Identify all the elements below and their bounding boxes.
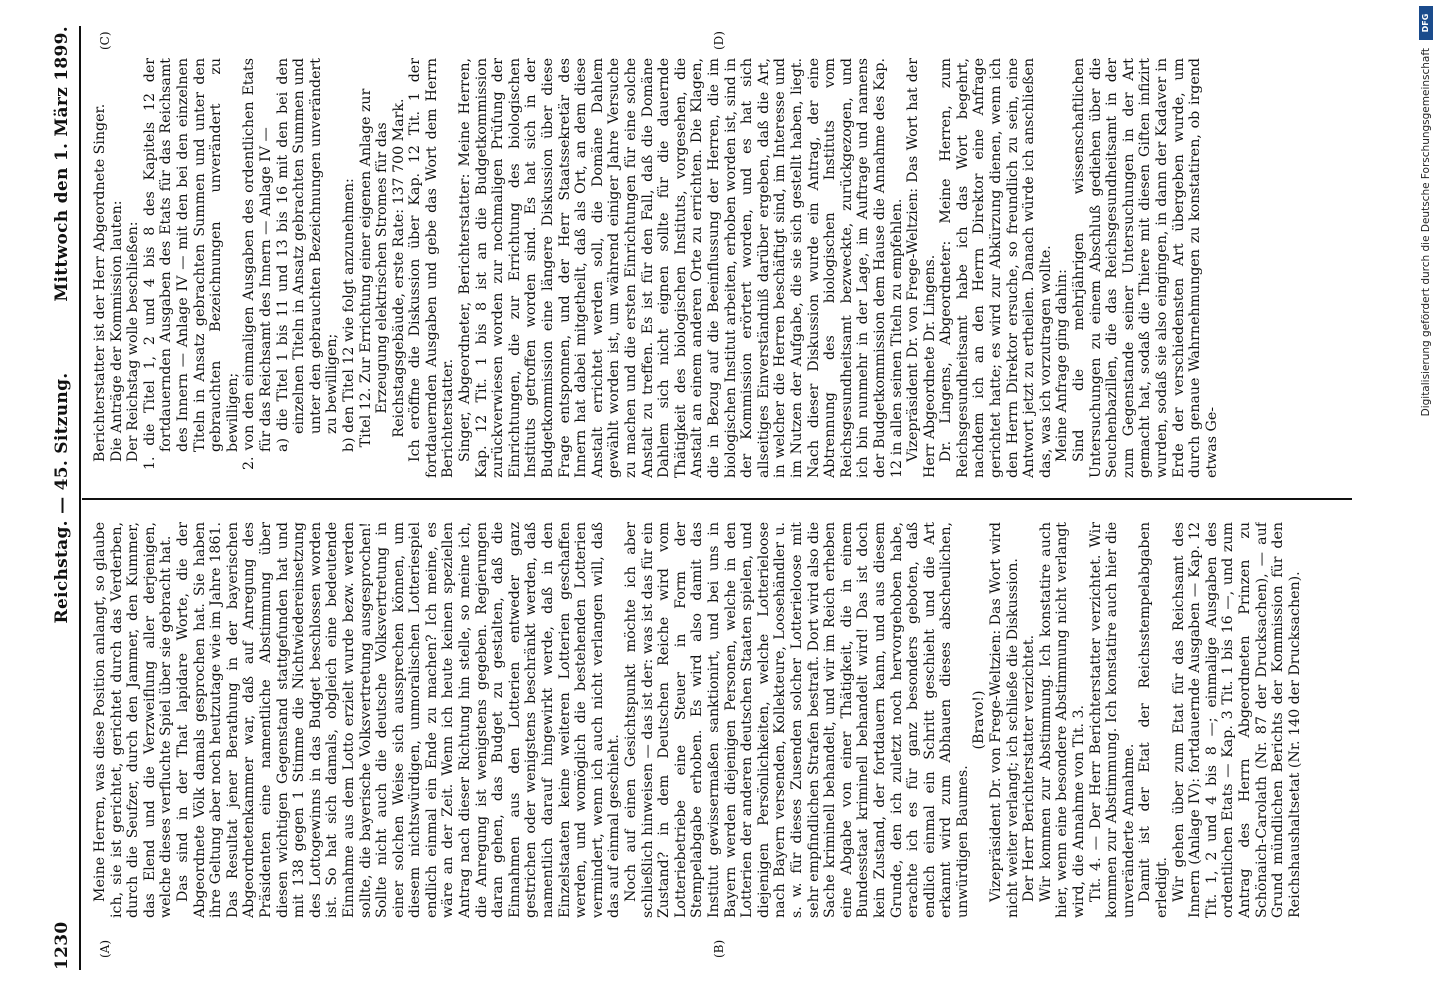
right-column-paragraph: Sind die mehrjährigen wissenschaftlichen Untersuchungen zu einem Abschluß gediehen über die Seuchenbazillen, die das Reichsgesundheitsamt in der zum Gegenstande seiner Untersuchungen in der Art gemacht hat, sodaß die Thiere mit diesen Giften infizirt wurden, sodaß sie also eingingen, in dann der Kadaver in Erde der verschiedensten Art übergeben wurde, um durch genaue Wahrnehmungen zu konstatiren, ob irgend etwas Ge- <box>1071 58 1220 478</box>
right-column-paragraph: Titel 12. Zur Errichtung einer eigenen Anlage zur Erzeugung elektrischen Stromes für das Reichstagsgebäude, erste Rate: 137 700 Mark. <box>357 88 407 448</box>
right-column-paragraph: Meine Anfrage ging dahin: <box>1054 269 1071 462</box>
dfg-logo-text: DFG <box>1421 13 1430 33</box>
left-column-paragraph: Meine Herren, was diese Position anlangt, so glaube ich, sie ist gerichtet, gerichtet durch das Verderben, durch die Seufzer, durch den Jammer, den Kummer, das Elend und die Verzweiflung aller derjenigen, welche dieses verfluchte Spiel über sie gebracht hat. <box>92 522 175 918</box>
left-column <box>92 522 1342 918</box>
right-column-paragraph: 1. die Titel 1, 2 und 4 bis 8 des Kapitels 12 der fortdauernden Ausgaben des Etats für das Reichsamt des Innern — Anlage IV — mit den bei den einzelnen Titeln in Ansatz gebrachten Summen und unter den gebrauchten Bezeichnungen unverändert zu bewilligen; <box>141 58 241 470</box>
page-header <box>52 26 74 970</box>
left-column-paragraph: Wir gehen über zum Etat für das Reichsamt des Innern (Anlage IV): fortdauernde Ausgaben — Kap. 12 Tit. 1, 2 und 4 bis 8 —; einmalige Ausgaben des ordentlichen Etats — Kap. 3 Tit. 1 bis 16 —, und zum Antrag des Herrn Abgeordneten Prinzen zu Schönaich-Carolath (Nr. 87 der Drucksachen), — auf Grund mündlichen Berichts der Kommission für den Reichshaushaltsetat (Nr. 140 der Drucksachen). <box>1170 522 1303 918</box>
margin-marker-b: (B) <box>712 939 726 958</box>
left-column-paragraph: Vizepräsident Dr. von Frege-Weltzien: Das Wort wird nicht weiter verlangt; ich schließe die Diskussion. <box>988 522 1021 918</box>
right-column-paragraph: Berichterstatter ist der Herr Abgeordnete Singer. <box>92 103 108 462</box>
page-number: 1230 <box>52 921 72 970</box>
left-column-paragraph: Tit. 4. — Der Herr Berichterstatter verzichtet. Wir kommen zur Abstimmung. Ich konstatire auch hier die unveränderte Annahme. <box>1087 522 1137 918</box>
session-title: Reichstag. — 45. Sitzung. <box>52 372 72 624</box>
margin-marker-d: (D) <box>712 31 726 50</box>
right-column-paragraph: Ich eröffne die Diskussion über Kap. 12 Tit. 1 der fortdauernden Ausgaben und gebe das Wort dem Herrn Berichterstatter. <box>407 58 457 478</box>
right-column-paragraph: 2. von den einmaligen Ausgaben des ordentlichen Etats für das Reichsamt des Innern — Anlage IV — <box>241 58 274 470</box>
right-column-paragraph: b) den Titel 12 wie folgt anzunehmen: <box>340 178 357 452</box>
left-column-paragraph: Damit ist der Etat der Reichsstempelabgaben erledigt. <box>1137 522 1170 918</box>
left-column-paragraph: Noch auf einen Gesichtspunkt möchte ich aber schließlich hinweisen — das ist der: was ist das für ein Zustand? in dem Deutschen Reiche wird vom Lotteriebetriebe eine Steuer in Form der Stempelabgabe erhoben. Es wird also damit das Institut gewissermaßen sanktionirt, und bei uns in Bayern werden diejenigen Personen, welche in den Lotterien der anderen deutschen Staaten spielen, und diejenigen Persönlichkeiten, welche Lotterieloose nach Bayern versenden, Kollekteure, Loosehändler u. s. w. für dieses Zusenden solcher Lotterieloose mit sehr empfindlichen Strafen bestraft. Dort wird also die Sache kriminell behandelt, und wir im Reich erheben eine Abgabe von einer Thätigkeit, die in einem Bundesstaat kriminell behandelt wird! Das ist doch kein Zustand, der fortdauern kann, und aus diesem Grunde, den ich zuletzt noch hervorgehoben habe, erachte ich es für ganz besonders geboten, daß endlich einmal ein Schritt geschieht und die Art erkannt wird zum Abhauen dieses abscheulichen, unwürdigen Baumes. <box>623 522 971 918</box>
session-date: Mittwoch den 1. März 1899. <box>52 26 72 302</box>
credit-strip <box>1418 8 1434 992</box>
right-column-paragraph: Die Anträge der Kommission lauten: <box>108 200 125 462</box>
right-column-paragraph: Singer, Abgeordneter, Berichterstatter: Meine Herren, Kap. 12 Tit. 1 bis 8 ist an die Budgetkommission zurückverwiesen worden zur nochmaligen Prüfung der Einrichtungen, die zur Errichtung des biologischen Instituts getroffen worden sind. Es hat sich in der Budgetkommission eine längere Diskussion über diese Frage entsponnen, und der Herr Staatssekretär des Innern hat dabei mitgetheilt, daß als Ort, an dem diese Anstalt errichtet werden soll, die Domäne Dahlem gewählt worden ist, um während einiger Jahre Versuche zu machen und die ersten Einrichtungen für eine solche Anstalt zu treffen. Es ist für den Fall, daß die Domäne Dahlem sich nicht eignen sollte für die dauernde Thätigkeit des biologischen Instituts, vorgesehen, die Anstalt an einem anderen Orte zu errichten. Die Klagen, die in Bezug auf die Beeinflussung der Herren, die im biologischen Institut arbeiten, erhoben worden ist, sind in der Kommission erörtert worden, und es hat sich allseitiges Einverständniß darüber ergeben, daß die Art, in welcher die Herren beschäftigt sind, im Interesse und im Nutzen der Aufgabe, die sie sich gestellt haben, liegt. Nach dieser Diskussion wurde ein Antrag, der eine Abtrennung des biologischen Instituts vom Reichsgesundheitsamt bezweckte, zurückgezogen, und ich bin nunmehr in der Lage, im Auftrage und namens der Budgetkommission dem Hause die Annahme des Kap. 12 in allen seinen Titeln zu empfehlen. <box>457 58 905 478</box>
margin-marker-c: (C) <box>98 31 112 50</box>
right-column-paragraph: Der Reichstag wolle beschließen: <box>125 221 142 462</box>
right-column-paragraph: a) die Titel 1 bis 11 und 13 bis 16 mit den bei den einzelnen Titeln in Ansatz gebrachten Summen und unter den gebrauchten Bezeichnungen unverändert zu bewilligen; <box>274 58 341 452</box>
left-column-paragraph: Der Herr Berichterstatter verzichtet. <box>1021 634 1038 902</box>
header-rule <box>79 26 81 970</box>
right-column-paragraph: Vizepräsident Dr. von Frege-Weltzien: Das Wort hat der Herr Abgeordnete Dr. Lingens. <box>905 58 938 478</box>
dfg-logo <box>1419 6 1433 40</box>
credit-line: Digitalisierung gefördert durch die Deutsche Forschungsgemeinschaft <box>1420 48 1432 417</box>
column-rule <box>82 498 1352 500</box>
right-column-paragraph: Dr. Lingens, Abgeordneter: Meine Herren, zum Reichsgesundheitsamt habe ich das Wort begehrt, nachdem ich an den Herrn Direktor eine Anfrage gerichtet hatte; es wird zur Abkürzung dienen, wenn ich den Herrn Direktor ersuche, so freundlich zu sein, eine Antwort jetzt zu ertheilen. Danach würde ich anschließen das, was ich vorzutragen wollte. <box>938 58 1054 478</box>
left-column-paragraph: Das sind in der That lapidare Worte, die der Abgeordnete Völk damals gesprochen hat. Sie haben ihre Geltung aber noch heutzutage wie im Jahre 1861. Das Resultat jener Berathung in der bayerischen Abgeordnetenkammer war, daß auf Anregung des Präsidenten eine namentliche Abstimmung über diesen wichtigen Gegenstand stattgefunden hat und mit 138 gegen 1 Stimme die Nichtwiedereinsetzung des Lottogewinns in das Budget beschlossen worden ist. So hat sich damals, obgleich eine bedeutende Einnahme aus dem Lotto erzielt wurde bezw. werden sollte, die bayerische Volksvertretung ausgesprochen! Sollte nicht auch die deutsche Volksvertretung in einer solchen Weise sich aussprechen können, um diesem nichtswürdigen, unmoralischen Lotteriespiel endlich einmal ein Ende zu machen? Ich meine, es wäre an der Zeit. Wenn ich heute keinen speziellen Antrag nach dieser Richtung hin stelle, so meine ich, die Anregung ist wenigstens gegeben. Regierungen daran gehen, das Budget zu gestalten, daß die Einnahmen aus den Lotterien entweder ganz gestrichen oder wenigstens beschränkt werden, daß namentlich darauf hingewirkt werde, daß in den Einzelstaaten keine weiteren Lotterien geschaffen werden, und womöglich die bestehenden Lotterien vermindert, wenn ich auch nicht verlangen will, daß das auf einmal geschieht. <box>174 522 623 918</box>
left-column-paragraph: Wir kommen zur Abstimmung. Ich konstatire auch hier, wenn eine besondere Abstimmung nicht verlangt wird, die Annahme von Tit. 3. <box>1037 522 1088 918</box>
right-column <box>92 58 1342 478</box>
left-column-paragraph: (Bravo!) <box>971 690 988 750</box>
margin-marker-a: (A) <box>98 939 112 958</box>
